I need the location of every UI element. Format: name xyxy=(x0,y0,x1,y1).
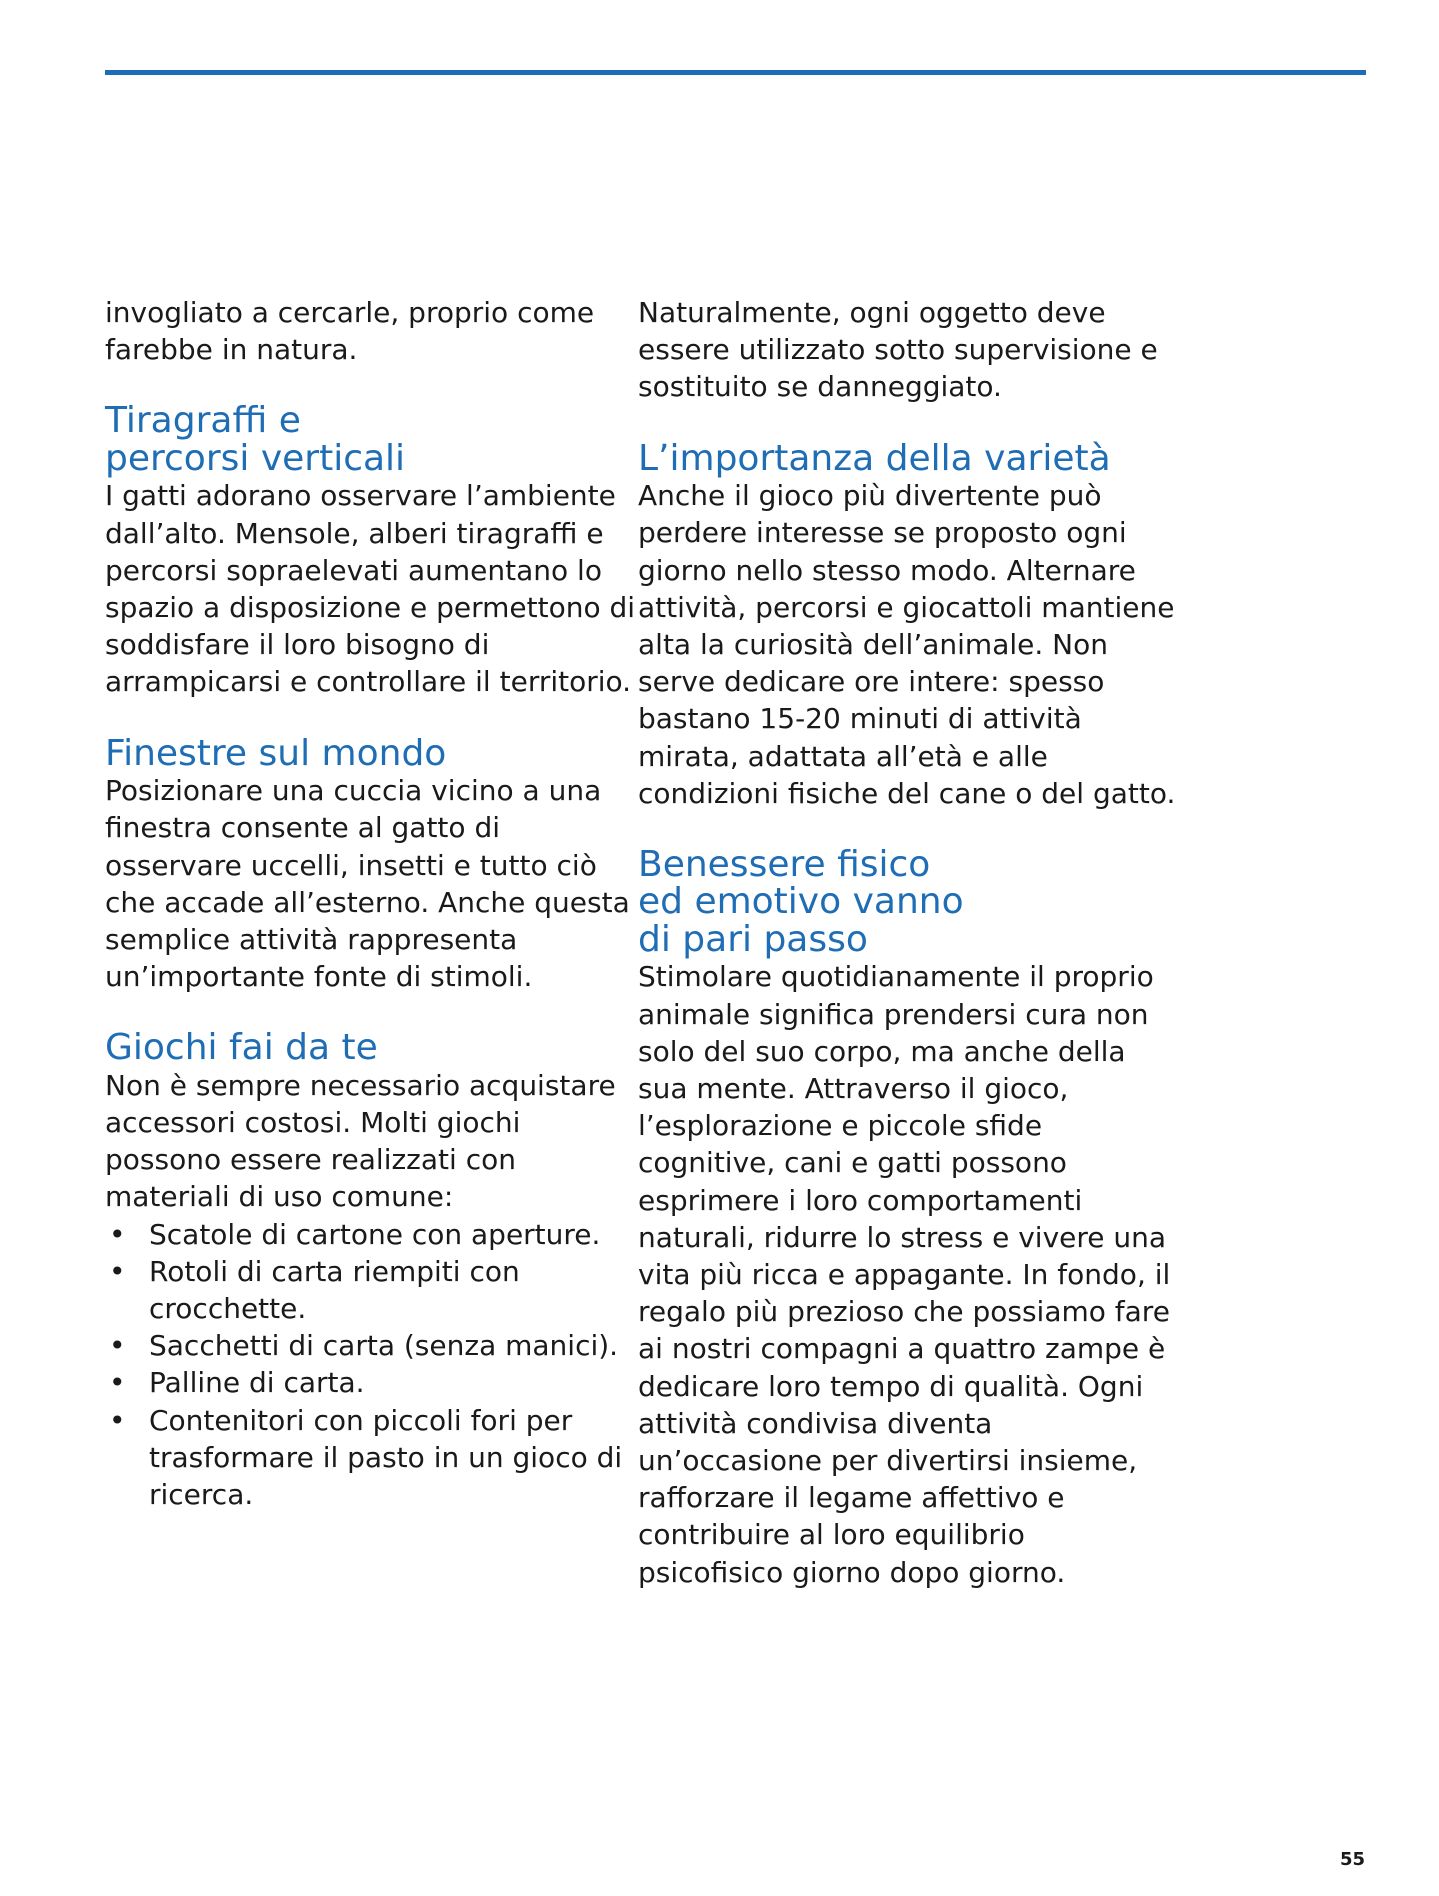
section-giochi xyxy=(105,1029,645,1513)
heading-line: Tiragraffi e xyxy=(105,400,301,442)
list-item xyxy=(105,1216,645,1253)
bullet-icon: • xyxy=(109,1329,126,1363)
section-body: Posizionare una cuccia vicino a una finestra consente al gatto di osservare uccelli, insetti e tutto ciò che accade all’esterno. Anche questa semplice attività rappresenta un’importante fonte di stimoli. xyxy=(105,774,630,994)
section-heading xyxy=(105,402,645,477)
heading-line: di pari passo xyxy=(638,918,868,960)
section-body: Anche il gioco più divertente può perdere interesse se proposto ogni giorno nello stesso modo. Alternare attività, percorsi e giocattoli mantiene alta la curiosità dell’animale. Non serve dedicare ore intere: spesso bastano 15-20 minuti di attività mirata, adattata all’età e alle condizioni fisiche del cane o del gatto. xyxy=(638,479,1176,810)
heading-line: Benessere fisico xyxy=(638,843,931,885)
list-item-text: Rotoli di carta riempiti con crocchette. xyxy=(149,1254,520,1326)
heading-line: ed emotivo vanno xyxy=(638,881,964,923)
section-heading: L’importanza della varietà xyxy=(638,437,1111,479)
list-item-text: Sacchetti di carta (senza manici). xyxy=(149,1329,619,1363)
section-benessere xyxy=(638,843,1178,1591)
left-column xyxy=(105,294,645,1513)
list-item-text: Scatole di cartone con aperture. xyxy=(149,1217,601,1251)
right-column xyxy=(638,294,1178,1591)
section-body: I gatti adorano osservare l’ambiente dall’alto. Mensole, alberi tiragraffi e percorsi sopraelevati aumentano lo spazio a disposizione e permettono di soddisfare il loro bisogno di arrampicarsi e controllare il territorio. xyxy=(105,479,636,699)
intro-paragraph: Naturalmente, ogni oggetto deve essere utilizzato sotto supervisione e sostituito se danneggiato. xyxy=(638,296,1158,404)
bullet-icon: • xyxy=(109,1403,126,1437)
bullet-icon: • xyxy=(109,1366,126,1400)
materials-list xyxy=(105,1216,645,1514)
list-item xyxy=(105,1364,645,1401)
section-tiragraffi xyxy=(105,402,645,700)
bullet-icon: • xyxy=(109,1254,126,1288)
list-item-text: Palline di carta. xyxy=(149,1366,365,1400)
section-body: Stimolare quotidianamente il proprio animale significa prendersi cura non solo del suo corpo, ma anche della sua mente. Attraverso il gioco, l’esplorazione e piccole sfide cognitive, cani e gatti possono esprimere i loro comportamenti naturali, ridurre lo stress e vivere una vita più ricca e appagante. In fondo, il regalo più prezioso che possiamo fare ai nostri compagni a quattro zampe è dedicare loro tempo di qualità. Ogni attività condivisa diventa un’occasione per divertirsi insieme, rafforzare il legame affettivo e contribuire al loro equilibrio psicofisico giorno dopo giorno. xyxy=(638,960,1171,1589)
section-heading: Giochi fai da te xyxy=(105,1027,378,1069)
list-item xyxy=(105,1327,645,1364)
header-rule xyxy=(105,70,1366,75)
section-body: Non è sempre necessario acquistare accessori costosi. Molti giochi possono essere realizzati con materiali di uso comune: xyxy=(105,1068,616,1214)
list-item-text: Contenitori con piccoli fori per trasformare il pasto in un gioco di ricerca. xyxy=(149,1403,623,1512)
section-varieta xyxy=(638,437,1178,812)
section-heading: Finestre sul mondo xyxy=(105,732,447,774)
bullet-icon: • xyxy=(109,1217,126,1251)
list-item xyxy=(105,1402,645,1514)
section-finestre xyxy=(105,732,645,996)
heading-line: percorsi verticali xyxy=(105,437,406,479)
section-heading xyxy=(638,843,1178,960)
page-number: 55 xyxy=(1339,1849,1365,1870)
intro-paragraph: invogliato a cercarle, proprio come farebbe in natura. xyxy=(105,296,595,367)
list-item xyxy=(105,1253,645,1327)
